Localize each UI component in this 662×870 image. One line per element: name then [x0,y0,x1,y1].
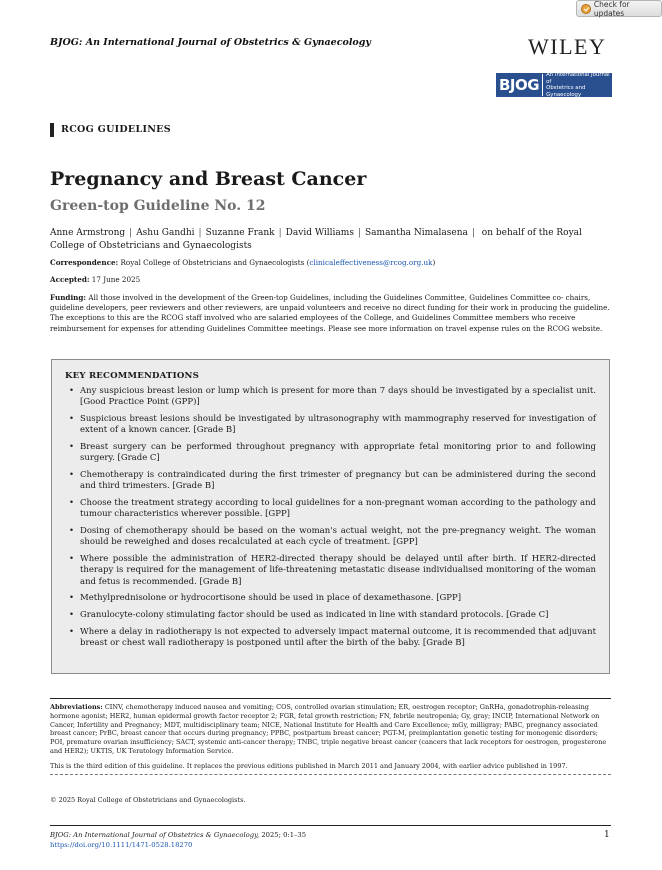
key-recommendations-box [51,359,610,674]
author[interactable]: Suzanne Frank [205,228,275,238]
abbreviations: Abbreviations: CINV, chemotherapy induced nausea and vomiting; COS, controlled ovarian stimulation; ER, oestrogen receptor; GnRHa, gonadotrophin-releasing hormone agonist; HER2, human epidermal growth factor receptor 2; FGR, fetal growth restriction; FN, febrile neutropenia; Gy, gray; INCIP, International Network on Cancer, Infertility and Pregnancy; MDT, multidisciplinary team; NICE, National Institute for Health and Care Excellence; mGy, milligray; PABC, pregnancy associated breast cancer; PrBC, breast cancer that occurs during pregnancy; PPBC, postpartum breast cancer; PGT-M, preimplantation genetic testing for monogenic disorders; POI, premature ovarian insufficiency; SACT, systemic anti-cancer therapy; TNBC, triple negative breast cancer (cancers that lack receptors for oestrogen, progesterone and HER2); UKTIS, UK Teratology Information Service. [50,703,607,755]
divider [50,774,611,775]
correspondence: Correspondence: Royal College of Obstetricians and Gynaecologists (clinicaleffectiveness@rcog.org.uk) [50,258,436,267]
list-item: • Any suspicious breast lesion or lump which is present for more than 7 days should be investigated by a specialist unit. [Good Practice Point (GPP)] [65,386,596,409]
list-item: • Methylprednisolone or hydrocortisone should be used in place of dexamethasone. [GPP] [65,593,596,604]
correspondence-email-link[interactable]: clinicaleffectiveness@rcog.org.uk [309,258,433,267]
list-item: • Suspicious breast lesions should be investigated by ultrasonography with mammography reserved for investigation of extent of a known cancer. [Grade B] [65,414,596,437]
author[interactable]: Anne Armstrong [50,228,126,238]
list-item: • Where possible the administration of HER2-directed therapy should be delayed until after birth. If HER2-directed therapy is required for the management of life-threatening metastatic disease individualised monitoring of the woman and fetus is recommended. [Grade B] [65,554,596,588]
accepted-date: Accepted: 17 June 2025 [50,275,141,284]
list-item: • Choose the treatment strategy according to local guidelines for a non-pregnant woman according to the pathology and tumour characteristics wherever possible. [GPP] [65,498,596,521]
footer-citation: BJOG: An International Journal of Obstetrics & Gynaecology, 2025; 0:1–35 [50,831,307,839]
check-for-updates-button[interactable] [576,0,662,17]
check-updates-label: Check for updates [593,0,630,18]
journal-header: BJOG: An International Journal of Obstetrics & Gynaecology [50,37,371,48]
bjog-logo-mark: BJOG [496,74,543,96]
list-item: • Breast surgery can be performed throughout pregnancy with appropriate fetal monitoring prior to and following surgery. [Grade C] [65,442,596,465]
key-recommendations-list [65,386,596,649]
divider [50,698,611,699]
bjog-logo [496,73,612,97]
publisher-logo: WILEY [528,34,607,59]
edition-note: This is the third edition of this guideline. It replaces the previous editions published in March 2011 and January 2004, with earlier advice published in 1997. [50,762,568,770]
divider [50,825,611,826]
copyright: © 2025 Royal College of Obstetricians and Gynaecologists. [50,796,246,804]
article-subtitle: Green-top Guideline No. 12 [50,198,266,214]
author[interactable]: Samantha Nimalasena [365,228,468,238]
list-item: • Dosing of chemotherapy should be based on the woman's actual weight, not the pre-pregnancy weight. The woman should be reweighed and doses recalculated at each cycle of treatment. [GPP] [65,526,596,549]
check-updates-icon [581,4,591,14]
author-list: Anne Armstrong | Ashu Gandhi | Suzanne Frank | David Williams | Samantha Nimalasena | on behalf of the Royal College of Obstetricians and Gynaecologists [50,228,582,251]
page-number: 1 [604,830,610,840]
author[interactable]: Ashu Gandhi [136,228,195,238]
list-item: • Granulocyte-colony stimulating factor should be used as indicated in line with standard protocols. [Grade C] [65,610,596,621]
section-label: RCOG GUIDELINES [50,123,171,137]
list-item: • Where a delay in radiotherapy is not expected to adversely impact maternal outcome, it is recommended that adjuvant breast or chest wall radiotherapy is postponed until after the birth of the baby. [Grade B] [65,627,596,650]
list-item: • Chemotherapy is contraindicated during the first trimester of pregnancy but can be administered during the second and third trimesters. [Grade B] [65,470,596,493]
article-title: Pregnancy and Breast Cancer [50,168,367,190]
doi-link[interactable]: https://doi.org/10.1111/1471-0528.18270 [50,841,193,849]
author[interactable]: David Williams [285,228,354,238]
bjog-logo-text: An International Journal of Obstetrics and Gynaecology [546,72,610,98]
key-recommendations-heading: KEY RECOMMENDATIONS [65,371,200,381]
authors-suffix: on behalf of the Royal College of Obstetricians and Gynaecologists [50,228,582,251]
funding-statement: Funding: All those involved in the development of the Green-top Guidelines, including the Guidelines Committee, Guidelines Committee co- chairs, guideline developers, peer reviewers and other reviewers, are unpaid volunteers and receive no direct funding for their work in producing the guideline. The exceptions to this are the RCOG staff involved who are salaried employees of the College, and Guidelines Committee members who receive reimbursement for expenses for attending Guidelines Committee meetings. Please see more information on travel expense rules on the RCOG website. [50,293,610,333]
